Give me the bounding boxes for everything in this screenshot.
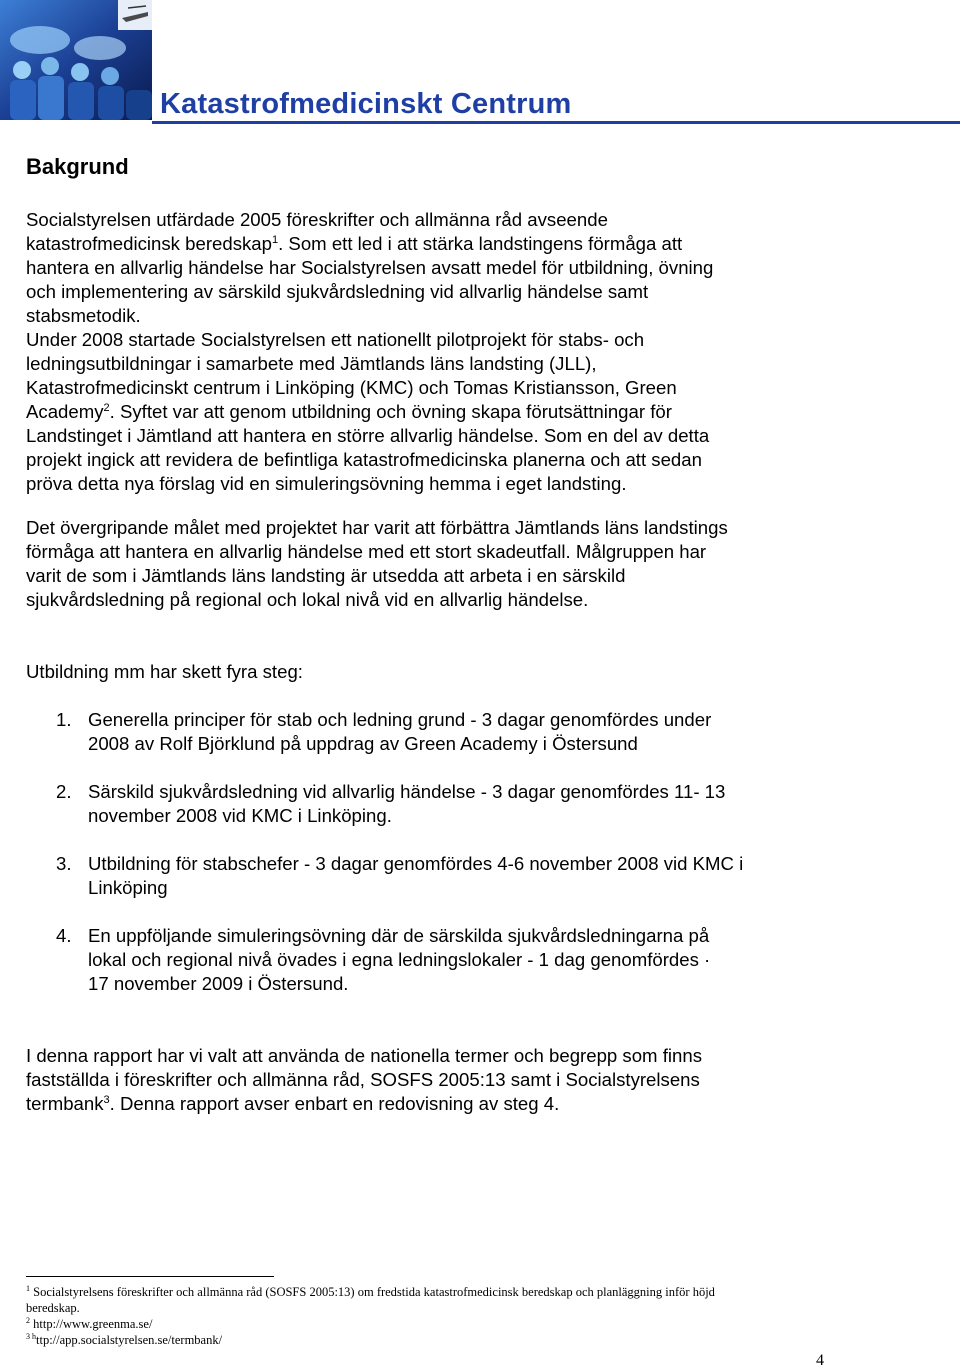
footnote-link[interactable]: http://www.greenma.se/ bbox=[30, 1317, 153, 1331]
text-line: 2008 av Rolf Björklund på uppdrag av Green Academy i Östersund bbox=[88, 733, 638, 754]
section-heading: Bakgrund bbox=[26, 154, 129, 179]
list-item-text bbox=[88, 924, 710, 996]
text-span: . Syftet var att genom utbildning och övning skapa förutsättningar för bbox=[109, 401, 672, 422]
footnote-divider bbox=[26, 1276, 274, 1277]
footnote-number: 2 bbox=[26, 1315, 30, 1325]
footnote-number: 3 h bbox=[26, 1331, 36, 1341]
text-line: ledningsutbildningar i samarbete med Jämtlands läns landsting (JLL), bbox=[26, 353, 597, 374]
text-span: katastrofmedicinsk beredskap bbox=[26, 233, 272, 254]
footnote-link[interactable]: ttp://app.socialstyrelsen.se/termbank/ bbox=[36, 1333, 223, 1347]
text-line: Linköping bbox=[88, 877, 168, 898]
text-span: termbank bbox=[26, 1093, 104, 1114]
text-line: Landstinget i Jämtland att hantera en större allvarlig händelse. Som en del av detta bbox=[26, 425, 710, 446]
list-item-text bbox=[88, 708, 711, 756]
text-line: sjukvårdsledning på regional och lokal nivå vid en allvarlig händelse. bbox=[26, 589, 589, 610]
text-line: Socialstyrelsen utfärdade 2005 föreskrifter och allmänna råd avseende bbox=[26, 209, 608, 230]
text-line: 17 november 2009 i Östersund. bbox=[88, 973, 349, 994]
text-line: Generella principer för stab och ledning grund - 3 dagar genomfördes under bbox=[88, 709, 712, 730]
list-item-number: 2. bbox=[56, 781, 72, 802]
text-span: . Denna rapport avser enbart en redovisning av steg 4. bbox=[109, 1093, 560, 1114]
text-line: november 2008 vid KMC i Linköping. bbox=[88, 805, 392, 826]
text-span: . Som ett led i att stärka landstingens förmåga att bbox=[278, 233, 683, 254]
steps-intro: Utbildning mm har skett fyra steg: bbox=[26, 661, 303, 682]
paragraph-terminology bbox=[26, 1044, 906, 1116]
list-item-text bbox=[88, 780, 725, 828]
text-line bbox=[26, 1092, 906, 1116]
footnote bbox=[26, 1332, 715, 1348]
list-item-text bbox=[88, 852, 743, 900]
paragraph-pilot-project bbox=[26, 328, 906, 496]
text-line: och implementering av särskild sjukvårdsledning vid allvarlig händelse samt bbox=[26, 281, 649, 302]
text-line: hantera en allvarlig händelse har Socialstyrelsen avsatt medel för utbildning, övning bbox=[26, 257, 714, 278]
footnotes bbox=[26, 1284, 715, 1348]
footnote-marker: 3 bbox=[103, 1093, 110, 1106]
footnote-text: Socialstyrelsens föreskrifter och allmänna råd (SOSFS 2005:13) om fredstida katastrofmedicinsk beredskap och planläggning inför höjd bbox=[30, 1285, 715, 1299]
footnote-marker: 2 bbox=[103, 401, 110, 414]
list-item-number: 4. bbox=[56, 925, 72, 946]
page-number: 4 bbox=[816, 1352, 824, 1369]
text-line: Katastrofmedicinskt centrum i Linköping (KMC) och Tomas Kristiansson, Green bbox=[26, 377, 677, 398]
footnote-number: 1 bbox=[26, 1283, 30, 1293]
text-line bbox=[26, 400, 906, 424]
text-line: pröva detta nya förslag vid en simuleringsövning hemma i eget landsting. bbox=[26, 473, 627, 494]
text-span: Academy bbox=[26, 401, 104, 422]
organization-title: Katastrofmedicinskt Centrum bbox=[160, 88, 572, 120]
paragraph-goal bbox=[26, 516, 906, 612]
footnote-marker: 1 bbox=[271, 233, 279, 246]
footnote bbox=[26, 1316, 715, 1332]
text-line: Utbildning för stabschefer - 3 dagar genomfördes 4-6 november 2008 vid KMC i bbox=[88, 853, 744, 874]
text-line: Särskild sjukvårdsledning vid allvarlig händelse - 3 dagar genomfördes 11- 13 bbox=[88, 781, 726, 802]
text-line: I denna rapport har vi valt att använda de nationella termer och begrepp som finns bbox=[26, 1045, 702, 1066]
text-line: förmåga att hantera en allvarlig händelse med ett stort skadeutfall. Målgruppen har bbox=[26, 541, 707, 562]
text-line: varit de som i Jämtlands läns landsting är utsedda att arbeta i en särskild bbox=[26, 565, 626, 586]
text-line: fastställda i föreskrifter och allmänna råd, SOSFS 2005:13 samt i Socialstyrelsens bbox=[26, 1069, 700, 1090]
text-line: lokal och regional nivå övades i egna ledningslokaler - 1 dag genomfördes · bbox=[88, 949, 711, 970]
text-line: stabsmetodik. bbox=[26, 305, 141, 326]
paragraph-intro bbox=[26, 208, 906, 328]
header-divider bbox=[152, 121, 960, 124]
text-line: projekt ingick att revidera de befintliga katastrofmedicinska planerna och att sedan bbox=[26, 449, 702, 470]
list-item-number: 3. bbox=[56, 853, 72, 874]
text-line bbox=[26, 232, 906, 256]
list-item-number: 1. bbox=[56, 709, 72, 730]
footnote-continuation: beredskap. bbox=[26, 1301, 80, 1315]
footnote bbox=[26, 1284, 715, 1300]
medical-team-photo-logo bbox=[0, 0, 152, 120]
text-line: Under 2008 startade Socialstyrelsen ett nationellt pilotprojekt för stabs- och bbox=[26, 329, 645, 350]
text-line: En uppföljande simuleringsövning där de särskilda sjukvårdsledningarna på bbox=[88, 925, 710, 946]
text-line: Det övergripande målet med projektet har varit att förbättra Jämtlands läns landstings bbox=[26, 517, 728, 538]
